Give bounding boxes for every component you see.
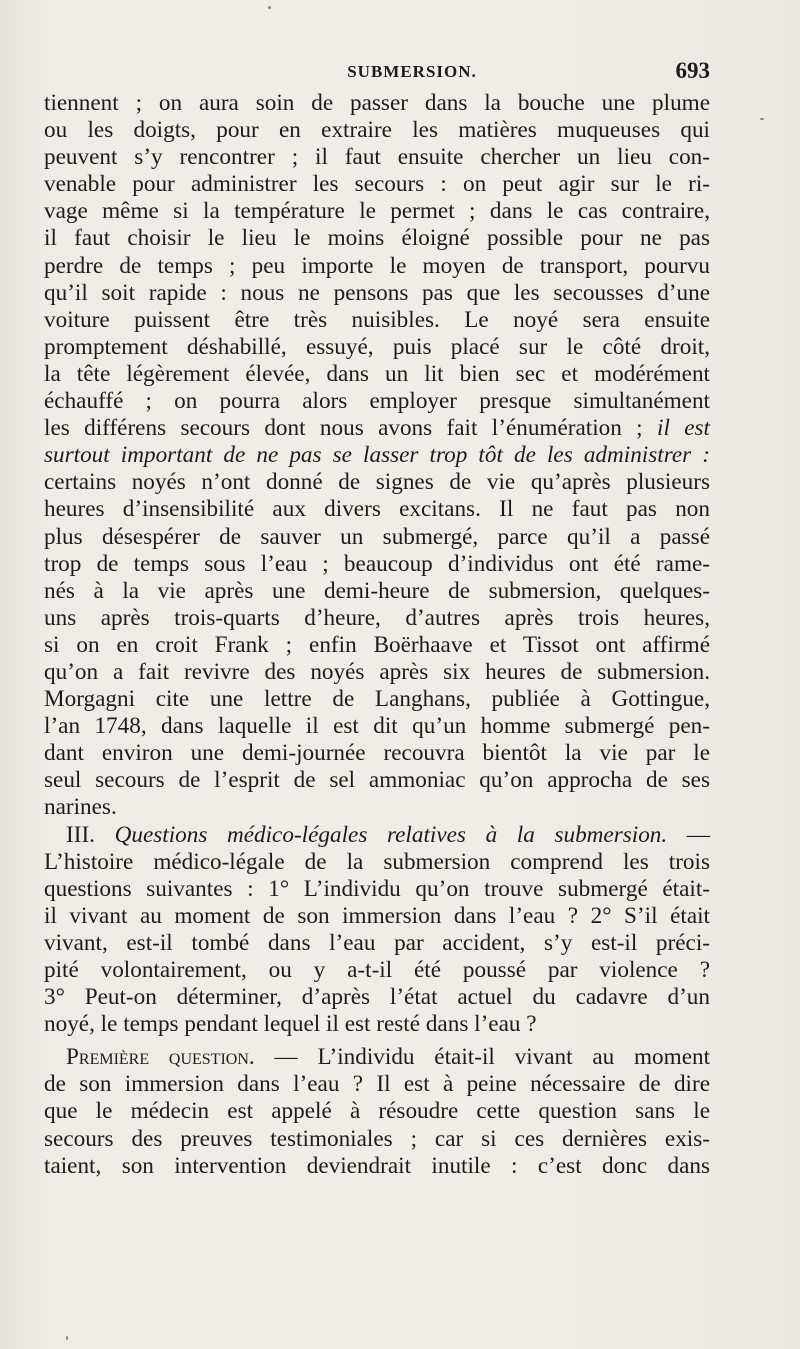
running-head: SUBMERSION.: [347, 62, 477, 81]
text-line: questions suivantes : 1° L’individu qu’on trouve submergé était-: [44, 875, 710, 902]
text-line: la tête légèrement élevée, dans un lit bien sec et modérément: [44, 360, 710, 387]
question-heading: [44, 1044, 710, 1071]
question-first-line: — L’individu était-il vivant au moment: [274, 1044, 711, 1071]
paper-speck: [66, 1336, 68, 1340]
text-line: perdre de temps ; peu importe le moyen de transport, pourvu: [44, 252, 710, 279]
text-run: les différens secours dont nous avons fait l’énumération ;: [44, 415, 643, 442]
text-line: uns après trois-quarts d’heure, d’autres après trois heures,: [44, 604, 710, 631]
text-line: ou les doigts, pour en extraire les matières muqueuses qui: [44, 117, 710, 144]
section-title: Questions médico-légales relatives à la submersion.: [114, 821, 668, 848]
text-line: tiennent ; on aura soin de passer dans la bouche une plume: [44, 90, 710, 116]
page-number: 693: [675, 58, 710, 83]
text-line: de son immersion dans l’eau ? Il est à peine nécessaire de dire: [44, 1071, 710, 1098]
section-number: III.: [66, 821, 95, 848]
text-line: L’histoire médico-légale de la submersion comprend les trois: [44, 848, 710, 875]
text-line: noyé, le temps pendant lequel il est resté dans l’eau ?: [44, 1011, 537, 1038]
body-text: [44, 90, 710, 1180]
text-line: pité volontairement, ou y a-t-il été poussé par violence ?: [44, 957, 710, 983]
text-line: si on en croit Frank ; enfin Boërhaave et Tissot ont affirmé: [44, 631, 710, 658]
text-line: secours des preuves testimoniales ; car si ces dernières exis-: [44, 1125, 710, 1152]
text-line: heures d’insensibilité aux divers excitans. Il ne faut pas non: [44, 496, 710, 523]
text-line: que le médecin est appelé à résoudre cette question sans le: [44, 1098, 710, 1125]
text-line: qu’il soit rapide : nous ne pensons pas que les secousses d’une: [44, 279, 710, 306]
italic-line: surtout important de ne pas se lasser trop tôt de les administrer :: [44, 442, 710, 469]
text-line: peuvent s’y rencontrer ; il faut ensuite chercher un lieu con-: [44, 144, 710, 171]
text-line: voiture puissent être très nuisibles. Le noyé sera ensuite: [44, 306, 710, 333]
text-line: narines.: [44, 794, 117, 821]
italic-run: il est: [657, 415, 710, 442]
text-line: taient, son intervention deviendrait inutile : c’est donc dans: [44, 1152, 710, 1179]
text-line: certains noyés n’ont donné de signes de vie qu’après plusieurs: [44, 469, 710, 496]
text-line: Morgagni cite une lettre de Langhans, publiée à Gottingue,: [44, 686, 710, 713]
text-line: nés à la vie après une demi-heure de submersion, quelques-: [44, 577, 710, 604]
text-line: l’an 1748, dans laquelle il est dit qu’un homme submergé pen-: [44, 713, 710, 740]
text-line-mixed: [44, 415, 710, 442]
text-line: venable pour administrer les secours : on peut agir sur le ri-: [44, 171, 710, 198]
text-line: qu’on a fait revivre des noyés après six heures de submersion.: [44, 658, 710, 685]
section-dash: —: [686, 821, 711, 848]
text-line: échauffé ; on pourra alors employer presque simultanément: [44, 388, 710, 415]
text-line: promptement déshabillé, essuyé, puis placé sur le côté droit,: [44, 333, 710, 360]
text-line: trop de temps sous l’eau ; beaucoup d’individus ont été rame-: [44, 550, 710, 577]
text-line: seul secours de l’esprit de sel ammoniac qu’on approcha de ses: [44, 767, 710, 794]
text-line: vage même si la température le permet ; dans le cas contraire,: [44, 198, 710, 225]
page-header: [44, 58, 710, 88]
paper-speck: [760, 118, 764, 120]
text-line: il faut choisir le lieu le moins éloigné possible pour ne pas: [44, 225, 710, 252]
question-label: Première question.: [66, 1044, 255, 1071]
text-line: vivant, est-il tombé dans l’eau par accident, s’y est-il préci-: [44, 929, 710, 956]
text-line: dant environ une demi-journée recouvra bientôt la vie par le: [44, 740, 710, 767]
section-heading: [44, 822, 710, 849]
text-line: il vivant au moment de son immersion dans l’eau ? 2° S’il était: [44, 902, 710, 929]
paper-speck: [268, 6, 271, 9]
text-line: plus désespérer de sauver un submergé, parce qu’il a passé: [44, 523, 710, 550]
text-line: 3° Peut-on déterminer, d’après l’état actuel du cadavre d’un: [44, 984, 710, 1011]
